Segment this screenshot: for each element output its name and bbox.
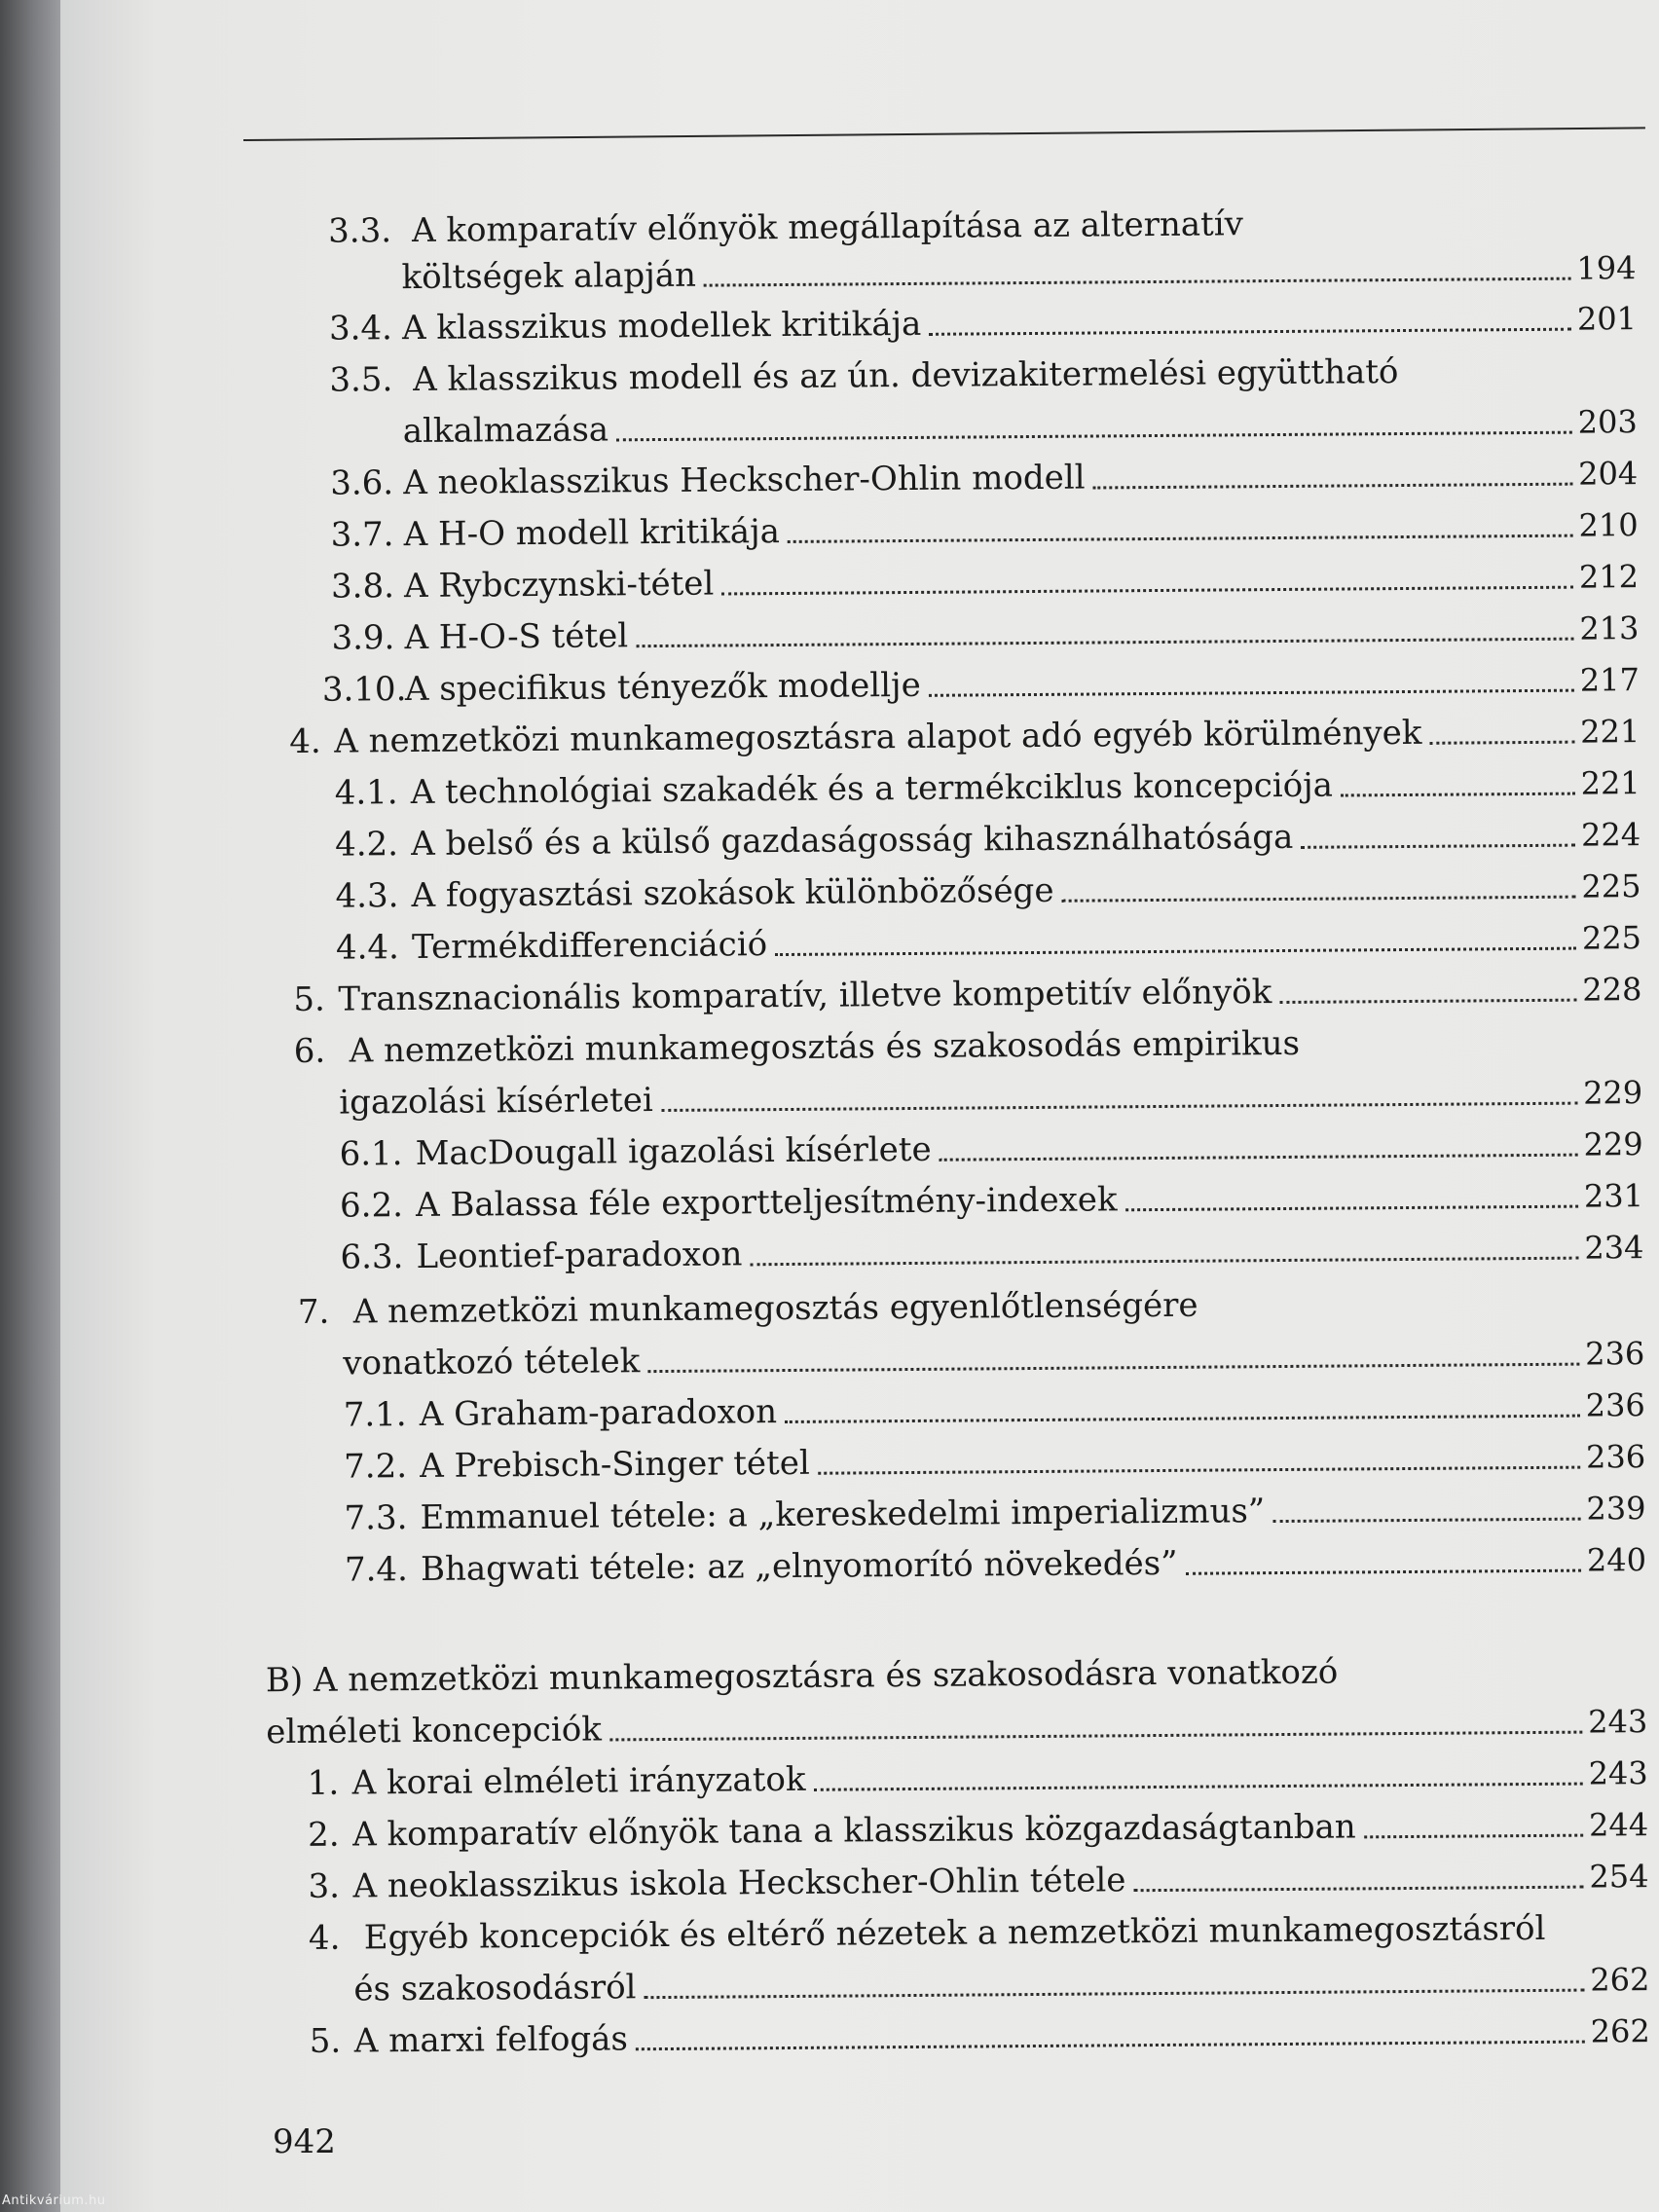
toc-entry-7-4: 7.4. Bhagwati tétele: az „elnyomorító növekedés” 240 (344, 1541, 1647, 1590)
toc-entry-4: 4. A nemzetközi munkamegosztásra alapot adó egyéb körülmények 221 (289, 713, 1641, 761)
dot-leader (1364, 1834, 1583, 1839)
watermark: Antikvárium.hu (2, 2194, 106, 2208)
dot-leader (775, 947, 1576, 956)
toc-entry-b-4-line1: 4. Egyéb koncepciók és eltérő nézetek a nemzetközi munkamegosztásról (308, 1908, 1546, 1958)
toc-entry-6-2: 6.2. A Balassa féle exportteljesítmény-indexek 231 (339, 1177, 1644, 1226)
dot-leader (785, 1415, 1580, 1423)
toc-entry-4-3: 4.3. A fogyasztási szokások különbözősége 225 (335, 867, 1641, 916)
dot-leader (1186, 1569, 1581, 1575)
dot-leader (1301, 844, 1575, 849)
toc-section-b: elméleti koncepciók 243 (266, 1703, 1648, 1752)
dot-leader (814, 1783, 1583, 1791)
toc-entry-5: 5. Transznacionális komparatív, illetve kompetitív előnyök 228 (293, 971, 1642, 1019)
dot-leader (636, 638, 1573, 648)
toc-entry-3-10: 3.10. A specifikus tényezők modellje 217 (321, 661, 1641, 710)
dot-leader (1341, 793, 1575, 797)
toc-entry-b-2: 2. A komparatív előnyök tana a klasszikus közgazdaságtanban 244 (307, 1806, 1649, 1855)
toc-entry-b-5: 5. A marxi felfogás 262 (309, 2012, 1650, 2061)
toc-entry-7: vonatkozó tételek 236 (343, 1335, 1645, 1383)
toc-entry-7-2: 7.2. A Prebisch-Singer tétel 236 (344, 1438, 1646, 1487)
dot-leader (1133, 1886, 1583, 1893)
dot-leader (788, 535, 1573, 543)
toc-entry-3-3-line1: 3.3. A komparatív előnyök megállapítása az alternatív (328, 204, 1243, 251)
toc-entry-6-1: 6.1. MacDougall igazolási kísérlete 229 (339, 1125, 1643, 1174)
dot-leader (750, 1257, 1578, 1267)
dot-leader (929, 328, 1571, 336)
toc-entry-4-2: 4.2. A belső és a külső gazdaságosság kihasználhatósága 224 (334, 816, 1641, 865)
dot-leader (1093, 483, 1573, 490)
toc-entry-7-line1: 7. A nemzetközi munkamegosztás egyenlőtlenségére (297, 1285, 1198, 1332)
toc-entry-3-5-line1: 3.5. A klasszikus modell és az ún. devizakitermelési együttható (329, 352, 1399, 400)
dot-leader (818, 1466, 1580, 1475)
dot-leader (704, 277, 1571, 287)
table-of-contents (60, 0, 1659, 2212)
dot-leader (609, 1731, 1582, 1742)
dot-leader (1125, 1205, 1578, 1212)
toc-entry-4-1: 4.1. A technológiai szakadék és a termékciklus koncepciója 221 (334, 764, 1641, 813)
toc-entry-3-4: 3.4. A klasszikus modellek kritikája 201 (328, 300, 1638, 349)
toc-entry-6: igazolási kísérletei 229 (339, 1074, 1643, 1123)
dot-leader (636, 2041, 1585, 2051)
dot-leader (1429, 741, 1574, 745)
toc-entry-7-3: 7.3. Emmanuel tétele: a „kereskedelmi imperializmus” 239 (344, 1490, 1646, 1538)
toc-entry-3-8: 3.8. A Rybczynski-tétel 212 (330, 558, 1640, 607)
toc-entry-7-1: 7.1. A Graham-paradoxon 236 (343, 1386, 1645, 1435)
dot-leader (929, 689, 1574, 697)
toc-entry-6-line1: 6. A nemzetközi munkamegosztás és szakosodás empirikus (293, 1023, 1301, 1071)
dot-leader (940, 1154, 1578, 1161)
toc-entry-6-3: 6.3. Leontief-paradoxon 234 (340, 1229, 1644, 1277)
toc-section-b-line1: B) A nemzetközi munkamegosztásra és szakosodásra vonatkozó (265, 1652, 1339, 1701)
toc-entry-b-3: 3. A neoklasszikus iskola Heckscher-Ohlin tétele 254 (308, 1858, 1649, 1906)
dot-leader (1279, 999, 1576, 1004)
toc-entry-3-6: 3.6. A neoklasszikus Heckscher-Ohlin modell 204 (330, 455, 1639, 503)
toc-entry-3-3: költségek alapján 194 (401, 249, 1637, 298)
page-number: 942 (273, 2122, 336, 2161)
dot-leader (616, 431, 1572, 442)
toc-entry-3-7: 3.7. A H-O modell kritikája 210 (330, 506, 1639, 555)
book-spine-shadow (0, 0, 60, 2212)
toc-entry-b-1: 1. A korai elméleti irányzatok 243 (307, 1754, 1648, 1803)
toc-entry-4-4: 4.4. Termékdifferenciáció 225 (335, 919, 1642, 968)
dot-leader (645, 1989, 1585, 2000)
toc-entry-3-9: 3.9. A H-O-S tétel 213 (331, 609, 1640, 658)
book-page (60, 0, 1659, 2212)
toc-entry-3-5: alkalmazása 203 (402, 403, 1638, 452)
dot-leader (1272, 1518, 1580, 1523)
dot-leader (721, 586, 1573, 596)
dot-leader (1062, 896, 1576, 903)
dot-leader (661, 1102, 1577, 1112)
toc-entry-b-4: és szakosodásról 262 (353, 1961, 1650, 2009)
dot-leader (647, 1363, 1579, 1374)
